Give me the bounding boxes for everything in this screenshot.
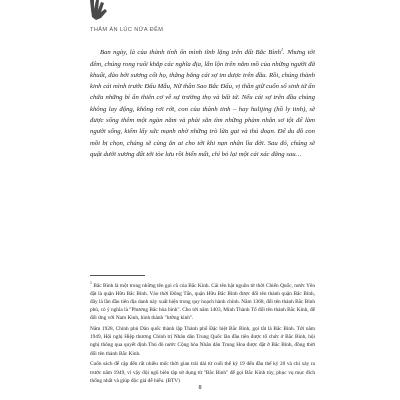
body-paragraph <box>90 44 315 160</box>
footnote-reference[interactable]: 1 <box>280 47 284 52</box>
running-header: THĂM ÁN LÚC NỬA ĐÊM <box>90 27 164 33</box>
footnote-text: Năm 1928, Chính phủ Dân quốc thành lập Thành phố Đặc biệt Bắc Bình, gọi tắt là Bắc Bình. Tới năm 1949, Hội nghị Hiệp thương Chính trị Nhân dân Trung Quốc lần đầu tiên được tổ chức ở Bắc Bình, hội nghị thông qua quyết định Thủ đô nước Cộng hòa Nhân dân Trung Hoa được đặt ở Bắc Bình, đồng thời đổi tên thành Bắc Kinh. <box>90 326 315 357</box>
hand-print-corner-icon <box>88 0 110 22</box>
footnote-number: 1 <box>90 281 92 285</box>
main-text <box>90 44 315 160</box>
footnotes <box>90 279 315 387</box>
footnote <box>90 325 315 358</box>
paragraph-text: Ban ngày, là của thành tính ổn mình tĩnh lặng trên đất Bắc Bình <box>100 49 281 57</box>
page-number: 8 <box>198 384 202 391</box>
footnote <box>90 279 315 323</box>
footnote-text: Bắc Bình là một trong những tên gọi cũ của Bắc Kinh. Cái tên hật nguồn từ thời Chiến Quốc, nước Yên đặt là quận Hữu Bắc Bình. Vào thời Đông Tấn, quận Hữu Bắc Bình được đổi tên thành quận Bắc Bình, đây là lần đầu tiên địa danh này xuất hiện trong quy hoạch hành chính. Năm 1368, đổi tên thành Bắc Bình phủ, có ý nghĩa là "Phương Bắc hòa bình". Cho tới năm 1403, Minh Thành Tổ đổi tên thành Bắc Kinh, để đối ứng với Nam Kinh, hình thành "lưỡng kinh". <box>90 282 315 322</box>
paragraph-text-continued: . Nhưng tới đêm, chúng rong ruổi khắp các nghĩa địa, lẫn lộn trên năm mồ của những người đã khuất, đào bới xương cốt họ, thắng băng cái sợ im dược trên đầu. Rồi, chúng thành kinh cái mình trước Đẩu Mẫu, Nữ thần Sao Bắc Đẩu, vị thần giữ cuốn sổ sinh tử ẩn chứa những bí ẩn thiên cơ về sự trường thọ và bất tử. Nếu cái sợ trên đầu chúng không lay động, không rơi rớt, con của thành tinh – hay hulijing (hồ ly tinh), sẽ được sống thêm một ngàn năm và phải săn tìm những phàm nhân sơ tột để làm người sống, kiếm lấy sức mạnh nhờ những trò lừa gạt và thủ đoạn. Để du đồ con mồi bị chọn, chúng sẽ cùng ăn ai cho tới khi nạn nhân lìa đời. Sau đó, chúng sẽ quật dưới xương đất tới tòe lưu rồi biến mất, chỉ bỏ lại một cái xác đãng sau… <box>90 49 315 158</box>
footnote-text: Cuốn sách để cập đến rất nhiều mốc thời gian trải dài từ cuối thế kỷ 19 đến đầu thế kỷ 20 và chỉ xảy ra trước năm 1949, vì vậy đội ngũ biên tập sử dụng từ "Bắc Bình" để gọi Bắc Kinh tùy, phục vụ mục đích thống nhất và giúp độc giả dễ hiểu. (BTV) <box>90 361 315 384</box>
footnote-divider <box>90 275 145 276</box>
footnote <box>90 360 315 384</box>
